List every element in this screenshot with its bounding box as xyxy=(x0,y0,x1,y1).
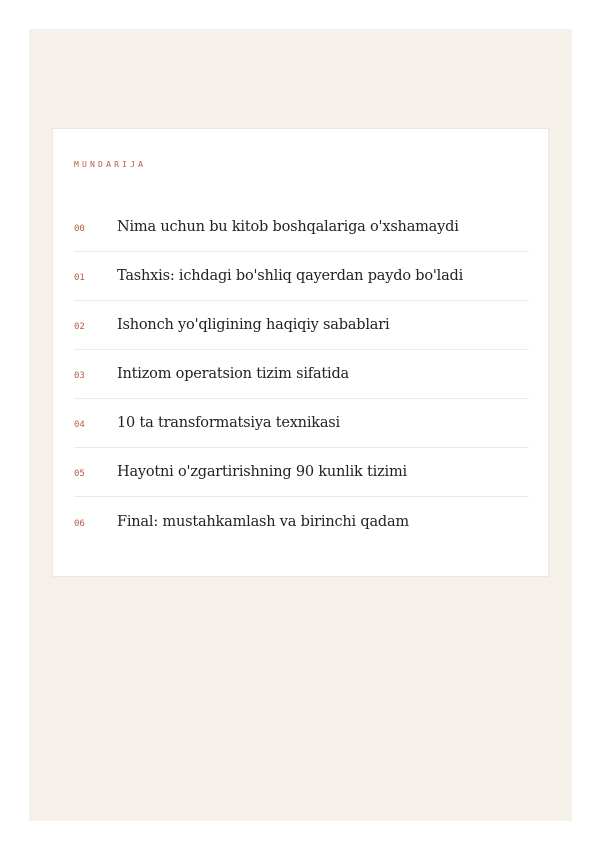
toc-item-number: 03 xyxy=(74,371,85,381)
toc-item-title: Ishonch yo'qligining haqiqiy sabablari xyxy=(117,317,390,333)
toc-item-05[interactable] xyxy=(74,448,529,497)
toc-item-title: Intizom operatsion tizim sifatida xyxy=(117,366,349,382)
toc-item-00[interactable] xyxy=(74,203,529,252)
toc-item-number: 04 xyxy=(74,420,85,430)
toc-heading: MUNDARIJA xyxy=(74,160,147,169)
toc-item-number: 02 xyxy=(74,322,85,332)
toc-item-title: Nima uchun bu kitob boshqalariga o'xshamaydi xyxy=(117,219,459,235)
toc-item-01[interactable] xyxy=(74,252,529,301)
toc-item-title: 10 ta transformatsiya texnikasi xyxy=(117,415,340,431)
toc-item-06[interactable] xyxy=(74,497,529,546)
toc-item-title: Final: mustahkamlash va birinchi qadam xyxy=(117,513,409,530)
toc-item-number: 06 xyxy=(74,518,85,529)
toc-item-title: Tashxis: ichdagi bo'shliq qayerdan paydo bo'ladi xyxy=(117,268,464,284)
toc-item-02[interactable] xyxy=(74,301,529,350)
table-of-contents-card xyxy=(52,128,549,577)
toc-item-number: 00 xyxy=(74,224,85,234)
toc-item-title: Hayotni o'zgartirishning 90 kunlik tizimi xyxy=(117,464,407,480)
toc-item-number: 01 xyxy=(74,273,85,283)
toc-list xyxy=(74,203,529,546)
toc-item-03[interactable] xyxy=(74,350,529,399)
document-page xyxy=(29,29,572,821)
toc-item-number: 05 xyxy=(74,469,85,479)
toc-item-04[interactable] xyxy=(74,399,529,448)
